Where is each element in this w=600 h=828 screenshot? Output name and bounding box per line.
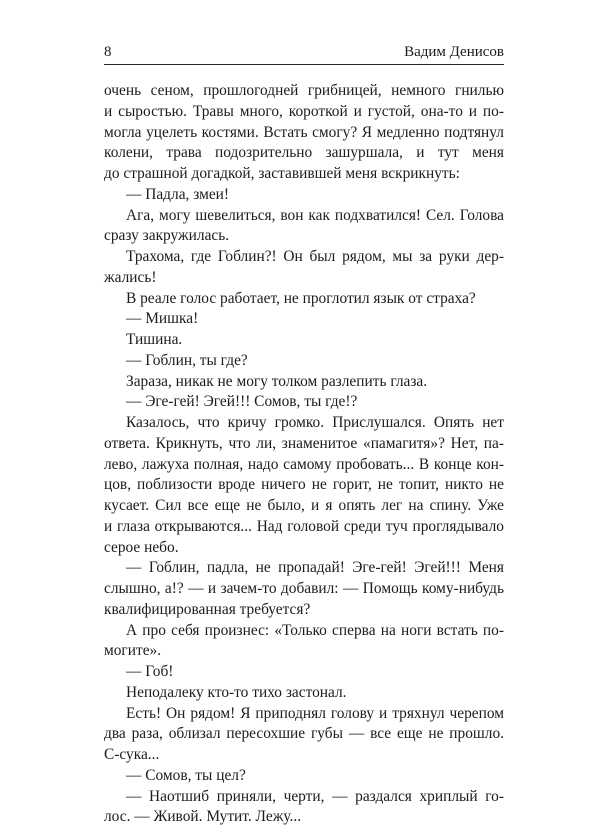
text-line: серое небо.	[104, 538, 179, 556]
text-line: могла уцелеть костями. Встать смогу? Я медленно подтянул	[104, 123, 504, 141]
text-line: квалифицированная требуется?	[104, 600, 311, 618]
text-line: Ага, могу шевелиться, вон как подхватился! Сел. Голова	[126, 206, 504, 224]
text-line: ответа. Крикнуть, что ли, знаменитое «памагитя»? Нет, па-	[104, 434, 504, 452]
text-line: до страшной догадкой, заставившей меня вскрикнуть:	[104, 165, 460, 182]
text-line: Неподалеку кто-то тихо застонал.	[126, 683, 347, 701]
text-line: лос. — Живой. Мутит. Лежу...	[104, 808, 302, 826]
text-line: С-сука...	[104, 746, 160, 763]
text-line: — Сомов, ты цел?	[126, 766, 246, 784]
text-line: кусает. Сил все еще не было, и я опять лег на спину. Уже	[104, 497, 504, 514]
text-line: — Падла, змеи!	[126, 185, 230, 203]
page-header	[104, 40, 504, 62]
text-line: слышно, а!? — и зачем-то добавил: — Помощь кому-нибудь	[104, 580, 504, 597]
text-line: Казалось, что кричу громко. Прислушался. Опять нет	[126, 414, 504, 431]
text-line: Зараза, никак не могу толком разлепить глаза.	[126, 372, 428, 390]
text-line: Есть! Он рядом! Я приподнял голову и тряхнул черепом	[126, 704, 504, 722]
text-line: и сыростью. Травы много, короткой и густой, она-то и по-	[104, 102, 504, 120]
running-title: Вадим Денисов	[404, 44, 504, 60]
text-line: два раза, облизал пересохшие губы — все еще не прошло.	[104, 725, 504, 743]
text-line: — Мишка!	[126, 310, 199, 328]
text-line: могите».	[104, 642, 162, 660]
text-line: лево, лажуха полная, надо самому пробовать... В конце кон-	[104, 455, 504, 473]
text-line: — Эге-гей! Эгей!!! Сомов, ты где!?	[126, 393, 358, 411]
text-line: А про себя произнес: «Только сперва на ноги встать по-	[126, 621, 504, 639]
text-line: Трахома, где Гоблин?! Он был рядом, мы за руки дер-	[126, 248, 504, 265]
text-line: и глаза открываются... Над головой среди туч проглядывало	[104, 517, 504, 535]
text-line: колени, трава подозрительно зашуршала, и тут меня	[104, 144, 504, 162]
text-line: — Гоблин, ты где?	[126, 351, 248, 369]
text-line: — Гоблин, падла, не пропадай! Эге-гей! Эгей!!! Меня	[126, 559, 504, 577]
text-line: очень сеном, прошлогодней грибницей, немного гнилью	[104, 82, 504, 99]
text-line: сразу закружилась.	[104, 227, 230, 245]
page-number: 8	[104, 44, 112, 60]
text-line: — Наотшиб приняли, черти, — раздался хриплый го-	[126, 787, 504, 805]
text-line: жались!	[104, 268, 157, 286]
text-line: В реале голос работает, не проглотил язык от страха?	[126, 289, 476, 307]
text-line: — Гоб!	[126, 663, 174, 680]
text-line: цов, поблизости вроде ничего не горит, не топит, никто не	[104, 476, 504, 494]
text-line: Тишина.	[126, 331, 183, 348]
body-text	[104, 81, 504, 828]
header-rule	[104, 64, 504, 65]
